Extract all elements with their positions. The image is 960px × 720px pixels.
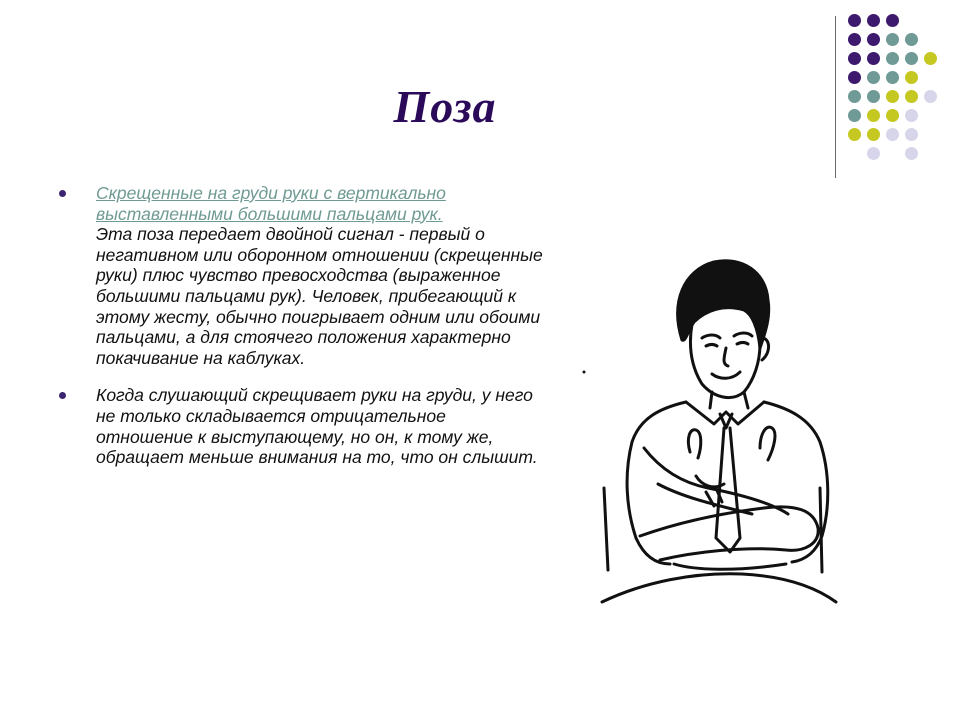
decorative-dot [905,33,918,46]
slide-title: Поза [393,81,497,132]
decorative-dot [867,52,880,65]
decorative-dot [905,90,918,103]
bullet-list [56,183,546,468]
decorative-dot [848,14,861,27]
decorative-dot [867,33,880,46]
decorative-dot [848,52,861,65]
decorative-dot [905,52,918,65]
decorative-dot [867,14,880,27]
decorative-dot [905,147,918,160]
man-crossed-arms-illustration [574,252,844,610]
decorative-dot [886,52,899,65]
bullet-icon [59,392,66,399]
bullet-item-2 [56,385,546,467]
bullet-text: Эта поза передает двойной сигнал - первый о негативном или оборонном отношении (скрещенные руки) плюс чувство превосходства (выраженное большими пальцами рук). Человек, прибегающий к этому жесту, обычно поигрывает одним или обоими пальцами, а для стоячего положения характерно покачивание на каблуках. [96,224,543,368]
decorative-dot [886,14,899,27]
decorative-dot [924,90,937,103]
bullet-icon [59,190,66,197]
decorative-dot [867,147,880,160]
decorative-dot [905,128,918,141]
bullet-text: Когда слушающий скрещивает руки на груди, у него не только складывается отрицательное отношение к выступающему, но он, к тому же, обращает меньше внимания на то, что он слышит. [96,385,538,468]
decorative-dot [905,71,918,84]
gesture-link[interactable]: Скрещенные на груди руки с вертикально выставленными большими пальцами рук. [96,183,446,224]
decorative-dot [848,33,861,46]
decorative-dot [905,109,918,122]
bullet-item-1 [56,183,546,368]
decorative-dot [924,52,937,65]
decorative-dot [886,33,899,46]
